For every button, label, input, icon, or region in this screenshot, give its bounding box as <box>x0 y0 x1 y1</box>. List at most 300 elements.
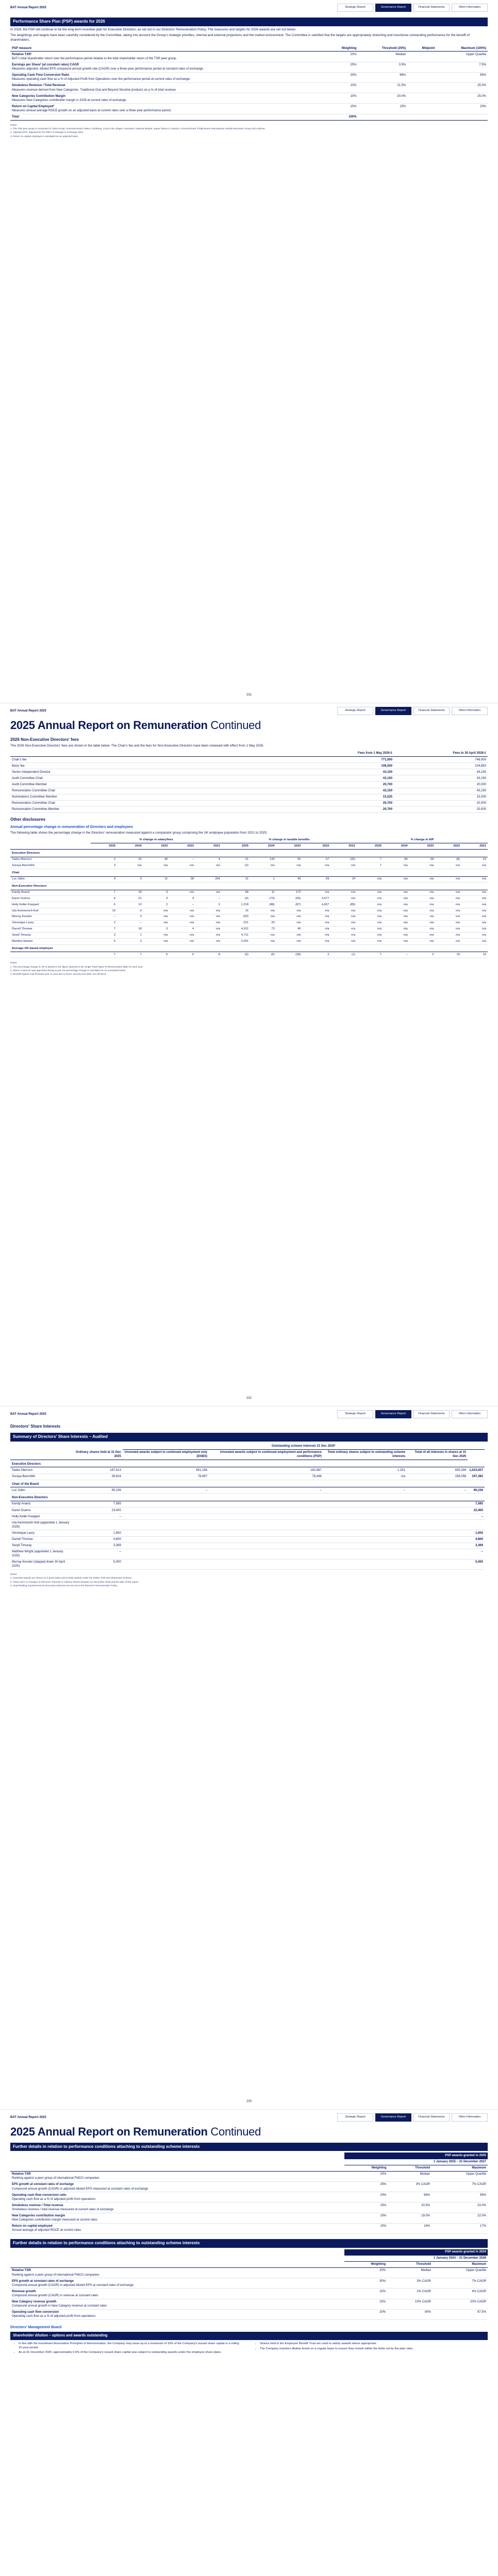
nav-strategic-report[interactable]: Strategic Report <box>337 1410 373 1418</box>
pct-director-name: Holly Keller Koeppel <box>10 902 91 908</box>
pct-value: 6 <box>91 896 117 902</box>
psp-intro-1: In 2026, the PSP will continue to be the long-term incentive plan for Executive Directors, as set out in our Directors' Remuneration Policy. The measures and targets for 2026 awards are set out below. <box>10 27 296 31</box>
psp-col-maximum: Maximum (100%) <box>437 45 488 52</box>
pct-value: 7 <box>357 863 383 869</box>
psp-measure-cell <box>10 104 325 114</box>
fees-role: Remuneration Committee Member <box>10 806 297 812</box>
nav-governance-report[interactable]: Governance Report <box>375 2113 411 2121</box>
perf-measure-cell <box>10 2289 344 2299</box>
pct-value: 59 <box>302 876 330 883</box>
pct-value: (88) <box>250 902 276 908</box>
share-value <box>323 1536 407 1543</box>
pct-value: 3 <box>117 939 143 945</box>
perf-value: Upper Quartile <box>433 2267 488 2278</box>
perf-value: 97.5% <box>433 2309 488 2319</box>
psp-max-cell: Upper Quartile <box>437 52 488 62</box>
perf-value: 15% <box>344 2299 387 2309</box>
pct-section-row <box>10 850 488 857</box>
share-value <box>123 1507 209 1514</box>
pct-year-header: 2025 <box>357 843 383 850</box>
pct-value: n/a <box>302 914 330 920</box>
page-number: 233 <box>246 2099 252 2103</box>
fees-col-from: Fees from 1 May 2026 £ <box>297 751 394 757</box>
pct-value: n/a <box>409 926 436 933</box>
nav-strategic-report[interactable]: Strategic Report <box>337 2113 373 2121</box>
pct-value: n/a <box>461 908 488 914</box>
pct-value: n/a <box>461 890 488 896</box>
share-section-row <box>10 1460 488 1467</box>
pct-value: 334 <box>195 876 222 883</box>
pct-value: 55 <box>276 857 303 863</box>
psp-threshold-cell: 21.5% <box>358 82 408 93</box>
pct-group-benefits: % change in taxable benefits <box>222 838 357 843</box>
perf-value: 20% <box>344 2171 388 2181</box>
share-interests-heading: Directors' Share Interests <box>10 1424 61 1429</box>
psp-measure-desc: BAT's total shareholder return over the performance period relative to the total shareholder return of the TSR peer group. <box>12 57 177 60</box>
pct-value: n/a <box>435 926 461 933</box>
fees-role: Audit Committee Member <box>10 782 297 788</box>
psp-row <box>10 93 488 104</box>
share-row <box>10 1543 488 1549</box>
psp-measure-desc: Measures New Categories contribution margin in 2028 at current rates of exchange. <box>12 98 127 102</box>
pct-value: n/a <box>435 939 461 945</box>
pct-value: (28) <box>276 952 303 958</box>
pct-value: 20 <box>117 857 143 863</box>
pct-value: n/a <box>169 920 195 926</box>
perf-measure-name: Revenue growth <box>12 2290 36 2293</box>
share-value <box>323 1543 407 1549</box>
pct-director-name: Murray Kessler <box>10 914 91 920</box>
share-value: 1,351 <box>323 1467 407 1473</box>
nav-financial-statements[interactable]: Financial Statements <box>413 1410 450 1418</box>
pct-value: n/a <box>461 914 488 920</box>
pct-row <box>10 952 488 958</box>
perf-value: 15% <box>344 2202 388 2213</box>
share-value <box>323 1559 407 1569</box>
pct-value: (89) <box>330 902 357 908</box>
perf-row <box>10 2267 488 2278</box>
pct-value: n/a <box>250 908 276 914</box>
perf-measure-name: EPS growth at constant rates of exchange <box>12 2183 74 2187</box>
share-row <box>10 1520 488 1530</box>
perf-row <box>10 2213 488 2223</box>
pct-value: n/a <box>276 939 303 945</box>
fees-new: 20,700 <box>297 806 394 812</box>
share-value <box>323 1507 407 1514</box>
perf-value: Median <box>387 2267 433 2278</box>
perf1-period-label: 1 January 2025 – 31 December 2027 <box>344 2159 488 2165</box>
perf-value: 99% <box>431 2192 488 2202</box>
pct-year-header: 2022 <box>169 843 195 850</box>
perf-measure-desc: Ranking against a peer group of international FMCG companies <box>12 2273 99 2277</box>
perf-measure-name: New Category revenue growth <box>12 2300 57 2304</box>
perf-value: 90% <box>387 2309 433 2319</box>
pct-row <box>10 902 488 908</box>
nav-other-information[interactable]: Other Information <box>452 707 488 715</box>
share-value: 182,887 <box>209 1467 323 1473</box>
perf-value: Upper Quartile <box>431 2171 488 2181</box>
share-value: 39,924 <box>72 1473 123 1480</box>
share-director-name: Matthew Wright (appointed 1 January 2025) <box>10 1549 72 1559</box>
psp-weighting-cell: 10% <box>325 93 358 104</box>
report-title: BAT Annual Report 2025 <box>10 709 46 713</box>
pct-value: 68 <box>222 890 250 896</box>
psp-max-cell: 25.0% <box>437 93 488 104</box>
share-value: 1,023,007 <box>468 1467 485 1473</box>
nav-other-information[interactable]: Other Information <box>452 1410 488 1418</box>
dilution-bullet: • As at 31 December 2025, approximately 0.6% of the Company's issued share capital was subject to outstanding awards under the employee share plans. <box>19 2351 243 2355</box>
perf-measure-cell <box>10 2171 344 2181</box>
pct-year-header: 2023 <box>409 843 436 850</box>
note-line: 3. Return on capital employed is calculated on an adjusted basis. <box>10 134 79 138</box>
note-line: 3. Benefits figures may fluctuate year on year due to travel, security and other one-off items. <box>10 973 107 976</box>
note-line: 3. Shareholding requirements for Executive Directors are set out in the Directors' Remuneration Policy. <box>10 1584 118 1587</box>
report-title: BAT Annual Report 2025 <box>10 1412 46 1416</box>
psp-measure-name: Operating Cash Flow Conversion Ratio <box>12 74 70 77</box>
share-value <box>323 1520 407 1530</box>
share-row <box>10 1536 488 1543</box>
pct-value: n/a <box>143 863 170 869</box>
pct-section-label: Non-Executive Directors <box>10 883 488 890</box>
fees-role: Senior Independent Director <box>10 769 297 775</box>
pct-value: n/a <box>195 908 222 914</box>
perf-value: 10% <box>344 2213 388 2223</box>
pct-value: n/a <box>357 902 383 908</box>
pct-value: n/a <box>302 920 330 926</box>
perf-measure-cell <box>10 2192 344 2202</box>
perf-row <box>10 2299 488 2309</box>
pct-value: 11 <box>222 876 250 883</box>
perf-value: Median <box>388 2171 432 2181</box>
pct-value: n/a <box>357 908 383 914</box>
pct-value: 84 <box>383 857 409 863</box>
share-value <box>407 1530 468 1536</box>
nav-strategic-report[interactable]: Strategic Report <box>337 707 373 715</box>
note-line: Notes: <box>10 123 18 126</box>
psp-threshold-cell: 96% <box>358 72 408 82</box>
pct-value: n/a <box>169 890 195 896</box>
pct-year-header: 2021 <box>330 843 357 850</box>
perf-value: 14% <box>388 2223 432 2233</box>
fees-role: Nominations Committee Member <box>10 794 297 800</box>
psp-max-cell: 20% <box>437 104 488 114</box>
perf-value: 2% CAGR <box>387 2289 433 2299</box>
perf-row <box>10 2192 488 2202</box>
pct-value: n/a <box>195 926 222 933</box>
pct-year-header: 2024 <box>117 843 143 850</box>
pct-value: n/a <box>409 896 436 902</box>
psp-weighting-cell: 15% <box>325 104 358 114</box>
share-value <box>123 1549 209 1559</box>
pct-value: n/a <box>117 863 143 869</box>
share-value: 835,394 <box>407 1467 468 1473</box>
pct-value: (65) <box>276 896 303 902</box>
share-value <box>209 1507 323 1514</box>
pct-value: 7 <box>91 952 117 958</box>
pct-change-table <box>10 838 488 958</box>
perf-conditions-title-2: Further details in relation to performance conditions attaching to outstanding scheme interests <box>10 2239 488 2248</box>
fees-row <box>10 800 488 806</box>
share-value <box>407 1543 468 1549</box>
psp-mid-cell <box>407 52 436 62</box>
nav-financial-statements[interactable]: Financial Statements <box>413 707 450 715</box>
pct-value: 2 <box>91 857 117 863</box>
pct-value: 7 <box>91 890 117 896</box>
pct-row <box>10 920 488 926</box>
pct-year-header: 2024 <box>383 843 409 850</box>
nav-governance-report[interactable]: Governance Report <box>375 4 411 11</box>
share-col-header: Unvested awards subject to continued employment and performance conditions (PSP) <box>209 1449 323 1460</box>
share-value: 187,613 <box>72 1467 123 1473</box>
share-value: 90,236 <box>468 1487 485 1494</box>
fees-text: The 2026 Non-Executive Directors' fees are shown in the table below. The Chair's fee and the fees for Non-Executive Directors have been reviewed with effect from 1 May 2026. <box>10 744 264 748</box>
share-value: 78,697 <box>123 1473 209 1480</box>
perf-measure-name: Relative TSR <box>12 2269 31 2273</box>
psp-measure-desc: Measures annual average ROCE growth on an adjusted basis at current rates over a three-year performance period. <box>12 109 172 112</box>
pct-value: n/a <box>330 863 357 869</box>
share-value <box>209 1520 323 1530</box>
psp-measure-desc: Measures adjusted, diluted EPS compound annual growth rate (CAGR) over a three-year performance period at constant rates of exchange. <box>12 67 204 71</box>
perf-measure-cell <box>10 2223 344 2233</box>
pct-year-header: 2023 <box>143 843 170 850</box>
share-value <box>323 1501 407 1507</box>
pct-row <box>10 876 488 883</box>
perf-value: 10% CAGR <box>387 2299 433 2309</box>
psp-measure-name: Return on Capital Employed³ <box>12 105 55 108</box>
pct-value: n/a <box>330 890 357 896</box>
psp-max-cell: 25.0% <box>437 82 488 93</box>
pct-value: n/a <box>383 908 409 914</box>
pct-year-header: 2021 <box>461 843 488 850</box>
pct-value: n/a <box>276 933 303 939</box>
share-value: – <box>468 1514 485 1520</box>
share-value <box>323 1549 407 1559</box>
pct-value: n/a <box>357 890 383 896</box>
share-section-label: Non-Executive Directors <box>10 1494 485 1501</box>
share-value: 7,585 <box>72 1501 123 1507</box>
pct-value: n/a <box>435 876 461 883</box>
fees-row <box>10 769 488 775</box>
pct-value: (87) <box>276 902 303 908</box>
pct-value: n/a <box>383 920 409 926</box>
fees-old: 15,000 <box>394 794 488 800</box>
pct-value: 10 <box>461 952 488 958</box>
share-section-label: Chair of the Board <box>10 1480 485 1487</box>
pct-change-heading: Annual percentage change in remuneration of Directors and employees <box>10 825 134 829</box>
pct-value: 73 <box>250 926 276 933</box>
perf-measure-name: Operating cash flow conversion ratio <box>12 2193 67 2197</box>
psp-measure-desc: Measures revenue derived from New Categories, Traditional Oral and Beyond Nicotine products as a % of total revenue. <box>12 88 177 92</box>
pct-value: 6 <box>169 952 195 958</box>
psp-max-cell: 99% <box>437 72 488 82</box>
dilution-heading: Shareholder dilution – options and awards outstanding <box>10 2332 488 2340</box>
nav-strategic-report[interactable]: Strategic Report <box>337 4 373 11</box>
pct-value: n/a <box>276 920 303 926</box>
nav-other-information[interactable]: Other Information <box>452 2113 488 2121</box>
psp-weighting-cell: 20% <box>325 72 358 82</box>
nav-other-information[interactable]: Other Information <box>452 4 488 11</box>
dilution-bullet: • The Company monitors dilution levels on a regular basis to ensure they remain within the limits set by the plan rules. <box>260 2347 485 2351</box>
pct-value: n/a <box>409 920 436 926</box>
perf-value: 20% <box>344 2267 387 2278</box>
share-value <box>72 1520 123 1530</box>
pct-value: n/a <box>383 914 409 920</box>
pct-value: 20 <box>435 952 461 958</box>
perf-measure-cell <box>10 2309 344 2319</box>
share-value: 23,400 <box>72 1507 123 1514</box>
share-value <box>468 1520 485 1530</box>
pct-value: 4 <box>169 926 195 933</box>
perf-conditions-table-1 <box>10 2153 488 2233</box>
pct-value: n/a <box>276 863 303 869</box>
pct-section-row <box>10 883 488 890</box>
pct-value: n/a <box>383 896 409 902</box>
pct-value: 21 <box>117 896 143 902</box>
fees-col-to: Fees to 30 April 2026 £ <box>394 751 488 757</box>
share-section-label: Executive Directors <box>10 1460 485 1467</box>
perf-measure-name: Smokeless revenue / Total revenue <box>12 2204 63 2207</box>
pct-value: n/a <box>276 914 303 920</box>
share-row <box>10 1473 488 1480</box>
pct-value: 172 <box>276 890 303 896</box>
perf-value: 3% CAGR <box>388 2181 432 2192</box>
pct-value: n/a <box>302 863 330 869</box>
pct-year-header: 2022 <box>435 843 461 850</box>
pct-value: 8 <box>195 952 222 958</box>
pct-value: 12 <box>117 902 143 908</box>
pct-value: n/a <box>383 890 409 896</box>
note-line: Notes: <box>10 961 18 964</box>
pct-value: 3 <box>143 896 170 902</box>
pct-value: 43 <box>276 876 303 883</box>
pct-director-name: Serpil Timuray <box>10 933 91 939</box>
pct-section-row <box>10 869 488 876</box>
pct-value: (4) <box>222 896 250 902</box>
share-value: 23,400 <box>468 1507 485 1514</box>
share-value: 7,585 <box>468 1501 485 1507</box>
nav-governance-report[interactable]: Governance Report <box>375 707 411 715</box>
share-value <box>407 1501 468 1507</box>
pct-row <box>10 926 488 933</box>
nav-financial-statements[interactable]: Financial Statements <box>413 4 450 11</box>
share-value: 5,000 <box>72 1559 123 1569</box>
pct-value: n/a <box>169 914 195 920</box>
pct-director-name: Véronique Laury <box>10 920 91 926</box>
perf-row <box>10 2223 488 2233</box>
share-value <box>407 1514 468 1520</box>
pct-value: n/a <box>461 920 488 926</box>
fees-row <box>10 775 488 782</box>
share-col-header: Unvested awards subject to continued employment only (DSBS) <box>123 1449 209 1460</box>
share-value <box>123 1530 209 1536</box>
share-value <box>323 1514 407 1520</box>
pct-value: n/a <box>143 914 170 920</box>
perf-value: 19.0% <box>388 2213 432 2223</box>
share-value: 1,650 <box>468 1530 485 1536</box>
pct-value: (8) <box>435 857 461 863</box>
share-value: 651,156 <box>123 1467 209 1473</box>
fees-row <box>10 788 488 794</box>
pct-value: 2 <box>91 920 117 926</box>
page-header <box>10 707 488 715</box>
share-value <box>209 1543 323 1549</box>
page-header <box>10 1411 488 1418</box>
pct-value: n/a <box>169 933 195 939</box>
fees-new: 20,700 <box>297 782 394 788</box>
fees-row <box>10 763 488 769</box>
pct-value: 6 <box>91 939 117 945</box>
pct-year-header: 2025 <box>222 843 250 850</box>
pct-value: 1 <box>117 933 143 939</box>
share-row <box>10 1514 488 1520</box>
psp-col-threshold: Threshold (25%) <box>358 45 408 52</box>
share-row <box>10 1559 488 1569</box>
perf-value: 3% CAGR <box>387 2278 433 2289</box>
psp-measure-name: Earnings per Share² (at constant rates) CAGR <box>12 63 79 67</box>
share-col-header: Total of all interests in shares at 31 Dec 2025 <box>407 1449 468 1460</box>
share-col-header: Total ordinary shares subject to outstanding scheme interests <box>323 1449 407 1460</box>
nav-financial-statements[interactable]: Financial Statements <box>413 2113 450 2121</box>
pct-row <box>10 914 488 920</box>
perf-row <box>10 2181 488 2192</box>
pct-row <box>10 908 488 914</box>
share-value: n/a <box>323 1473 407 1480</box>
psp-mid-cell <box>407 82 436 93</box>
other-disclosures-heading: Other disclosures <box>10 817 46 822</box>
pct-value: n/a <box>435 908 461 914</box>
pct-value: n/a <box>330 914 357 920</box>
pct-value: n/a <box>409 902 436 908</box>
share-value <box>407 1549 468 1559</box>
pct-value: 45 <box>276 926 303 933</box>
perf-row <box>10 2278 488 2289</box>
pct-value: 7 <box>357 857 383 863</box>
pct-director-name: Luc Jobin <box>10 876 91 883</box>
share-value <box>323 1530 407 1536</box>
dilution-columns <box>10 2340 488 2358</box>
pct-value: n/a <box>276 908 303 914</box>
psp-threshold-cell: 20.0% <box>358 93 408 104</box>
pct-row <box>10 933 488 939</box>
pct-value: n/a <box>435 863 461 869</box>
perf-measure-desc: Ranking against a peer group of international FMCG companies <box>12 2177 99 2180</box>
share-value: – <box>209 1487 323 1494</box>
share-value: 158,058 <box>407 1473 468 1480</box>
fees-old: 104,650 <box>394 763 488 769</box>
pct-value: (6) <box>250 952 276 958</box>
pct-value: n/a <box>461 896 488 902</box>
psp-total-value: 100% <box>325 114 358 120</box>
pct-value: 2,091 <box>222 939 250 945</box>
perf2-col-threshold: Threshold <box>387 2261 433 2267</box>
pct-value: n/a <box>409 863 436 869</box>
share-row <box>10 1549 488 1559</box>
share-value <box>407 1559 468 1569</box>
perf2-col-measure <box>10 2261 344 2267</box>
pct-value: n/a <box>409 914 436 920</box>
perf-value: 30% <box>344 2278 387 2289</box>
pct-value: 7 <box>91 926 117 933</box>
dilution-bullet: • Shares held in the Employee Benefit Trust are used to satisfy awards where appropriate. <box>260 2342 485 2346</box>
pct-value: n/a <box>169 908 195 914</box>
pct-value: 7 <box>117 952 143 958</box>
pct-section-label: Executive Directors <box>10 850 488 857</box>
share-director-name: Soraya Benchikh <box>10 1473 72 1480</box>
pct-row <box>10 939 488 945</box>
report-page-2 <box>0 703 498 1406</box>
nav-governance-report[interactable]: Governance Report <box>375 1410 411 1418</box>
report-title: BAT Annual Report 2025 <box>10 2115 46 2119</box>
